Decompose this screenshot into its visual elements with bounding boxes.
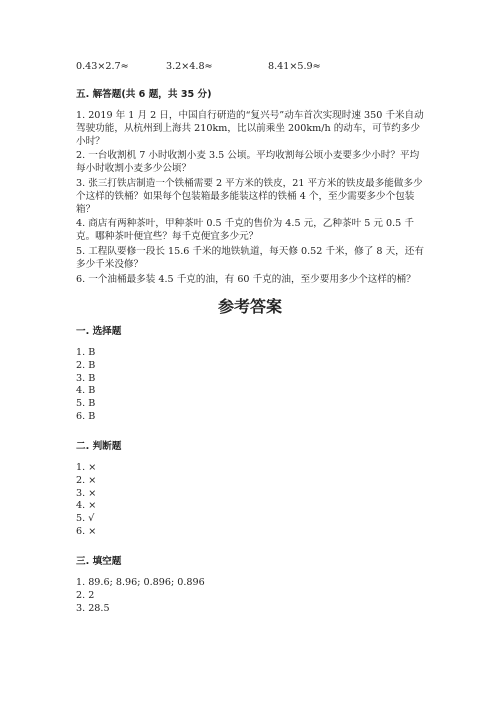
fill-section-title: 三. 填空题 <box>76 556 122 567</box>
problem-5: 5. 工程队要修一段长 15.6 千米的地铁轨道，每天修 0.52 千米，修了 8 天，还有多少千米没修？ <box>76 246 424 270</box>
judge-answer-5: 5. √ <box>76 513 95 525</box>
choice-answer-list <box>76 347 95 424</box>
choice-section-title: 一. 选择题 <box>76 326 122 337</box>
choice-answer-5: 5. B <box>76 398 96 410</box>
problem-6: 6. 一个油桶最多装 4.5 千克的油，有 60 千克的油，至少要用多少个这样的桶？ <box>76 274 416 285</box>
problem-3: 3. 张三打铁店制造一个铁桶需要 2 平方米的铁皮，21 平方米的铁皮最多能做多少个这样的铁桶？如果每个包装箱最多能装这样的铁桶 4 个，至少需要多少个包装箱？ <box>76 178 423 215</box>
problem-4: 4. 商店有两种茶叶，甲种茶叶 0.5 千克的售价为 4.5 元，乙种茶叶 5 元 0.5 千克。哪种茶叶便宜些？每千克便宜多少元？ <box>76 218 414 242</box>
judge-answer-6: 6. × <box>76 525 97 537</box>
choice-answer-6: 6. B <box>76 410 96 422</box>
choice-answer-2: 2. B <box>76 359 96 371</box>
fill-answer-1: 1. 89.6; 8.96; 0.896; 0.896 <box>76 577 205 588</box>
judge-answer-1: 1. × <box>76 462 97 473</box>
fill-answer-2: 2. 2 <box>76 589 95 601</box>
fill-answer-3: 3. 28.5 <box>76 602 110 614</box>
fill-answer-list <box>76 577 205 615</box>
judge-answer-4: 4. × <box>76 500 97 512</box>
judge-answer-3: 3. × <box>76 487 97 499</box>
answers-title: 参考答案 <box>217 297 282 316</box>
problem-2: 2. 一台收割机 7 小时收割小麦 3.5 公顷。平均收割每公顷小麦要多少小时？平均每小时收割小麦多少公顷？ <box>76 150 420 174</box>
section5-title: 五. 解答题(共 6 题，共 35 分) <box>76 89 212 100</box>
choice-answer-3: 3. B <box>76 372 96 384</box>
judge-section-title: 二. 判断题 <box>76 441 122 452</box>
choice-answer-4: 4. B <box>76 385 96 397</box>
choice-answer-1: 1. B <box>76 347 96 358</box>
calc-item-3: 8.41×5.9≈ <box>268 61 321 72</box>
calc-item-1: 0.43×2.7≈ <box>76 61 129 72</box>
judge-answer-2: 2. × <box>76 474 97 486</box>
judge-answer-list <box>76 462 96 539</box>
problem-1: 1. 2019 年 1 月 2 日，中国自行研造的“复兴号”动车首次实现时速 350 千米自动驾驶功能，从杭州到上海共 210km，比以前乘坐 200km/h 的动车，可节约多少小时？ <box>76 110 424 147</box>
calc-item-2: 3.2×4.8≈ <box>166 61 213 72</box>
